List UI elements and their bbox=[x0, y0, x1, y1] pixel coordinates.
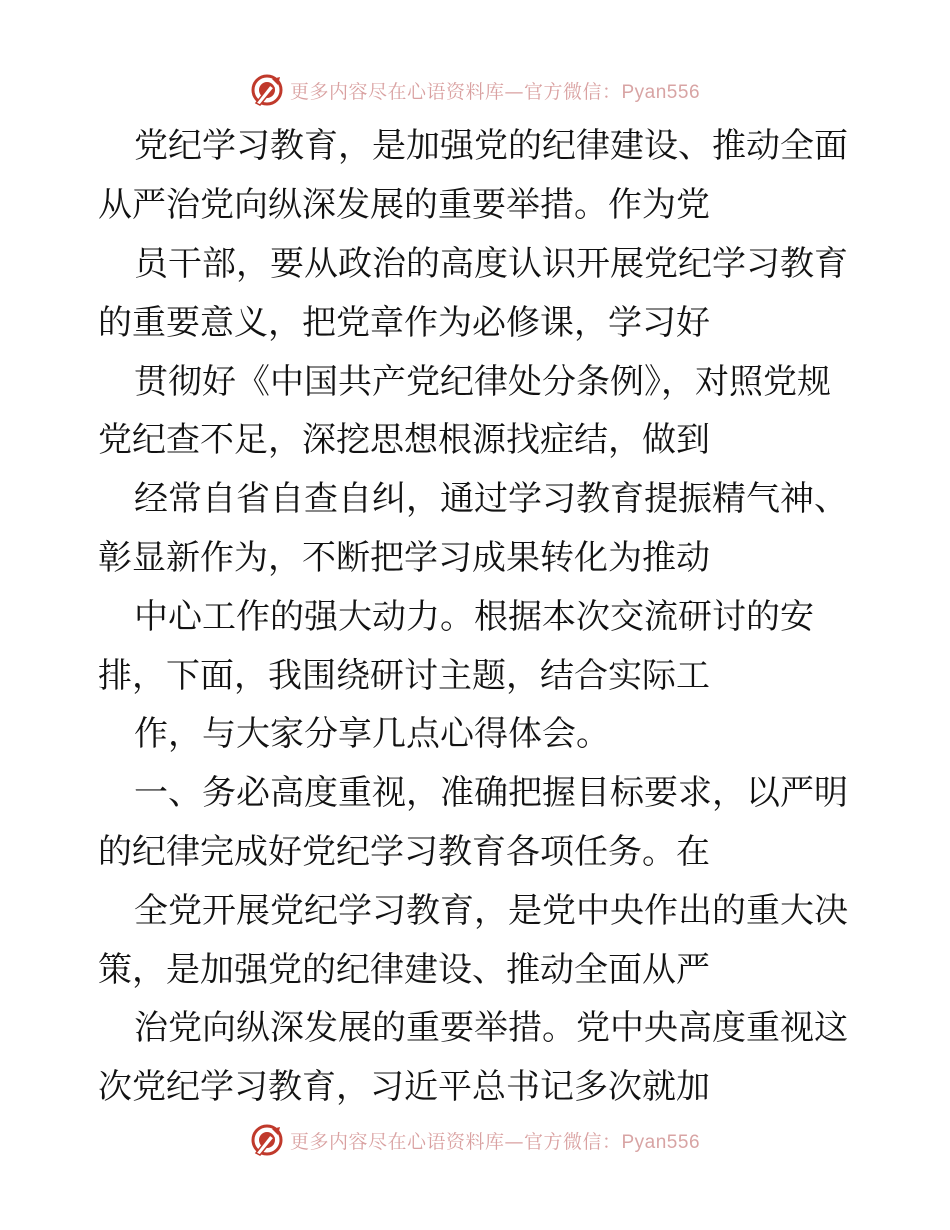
paragraph-line: 党纪学习教育，是加强党的纪律建设、推动全面 bbox=[134, 126, 848, 166]
pen-seal-logo-icon bbox=[250, 1123, 284, 1157]
paragraph-line: 全党开展党纪学习教育，是党中央作出的重大决 bbox=[134, 891, 848, 931]
header-banner bbox=[0, 70, 950, 110]
footer-banner bbox=[0, 1120, 950, 1160]
header-banner-text bbox=[290, 77, 700, 104]
paragraph-line: 次党纪学习教育，习近平总书记多次就加 bbox=[98, 1067, 710, 1107]
paragraph-line: 贯彻好《中国共产党纪律处分条例》，对照党规 bbox=[134, 362, 831, 402]
footer-banner-label: 更多内容尽在心语资料库—官方微信： bbox=[289, 1130, 622, 1153]
header-banner-account: Pyan556 bbox=[621, 81, 701, 103]
section-heading-line: 的纪律完成好党纪学习教育各项任务。在 bbox=[98, 832, 710, 872]
footer-banner-text bbox=[290, 1127, 700, 1154]
paragraph-line: 中心工作的强大动力。根据本次交流研讨的安 bbox=[134, 597, 814, 637]
paragraph-line: 排，下面，我围绕研讨主题，结合实际工 bbox=[98, 656, 710, 696]
paragraph-line: 的重要意义，把党章作为必修课，学习好 bbox=[98, 303, 710, 343]
pen-seal-logo-icon bbox=[250, 73, 284, 107]
paragraph-line: 员干部，要从政治的高度认识开展党纪学习教育 bbox=[134, 244, 848, 284]
paragraph-line: 彰显新作为，不断把学习成果转化为推动 bbox=[98, 538, 710, 578]
paragraph-line: 从严治党向纵深发展的重要举措。作为党 bbox=[98, 185, 710, 225]
footer-banner-account: Pyan556 bbox=[621, 1131, 701, 1153]
section-heading-line: 一、务必高度重视，准确把握目标要求，以严明 bbox=[134, 773, 848, 813]
paragraph-line: 党纪查不足，深挖思想根源找症结，做到 bbox=[98, 420, 710, 460]
header-banner-label: 更多内容尽在心语资料库—官方微信： bbox=[289, 80, 622, 103]
paragraph-line: 治党向纵深发展的重要举措。党中央高度重视这 bbox=[134, 1008, 848, 1048]
paragraph-line: 作，与大家分享几点心得体会。 bbox=[134, 714, 610, 754]
paragraph-line: 经常自省自查自纠，通过学习教育提振精气神、 bbox=[134, 479, 848, 519]
paragraph-line: 策，是加强党的纪律建设、推动全面从严 bbox=[98, 950, 710, 990]
